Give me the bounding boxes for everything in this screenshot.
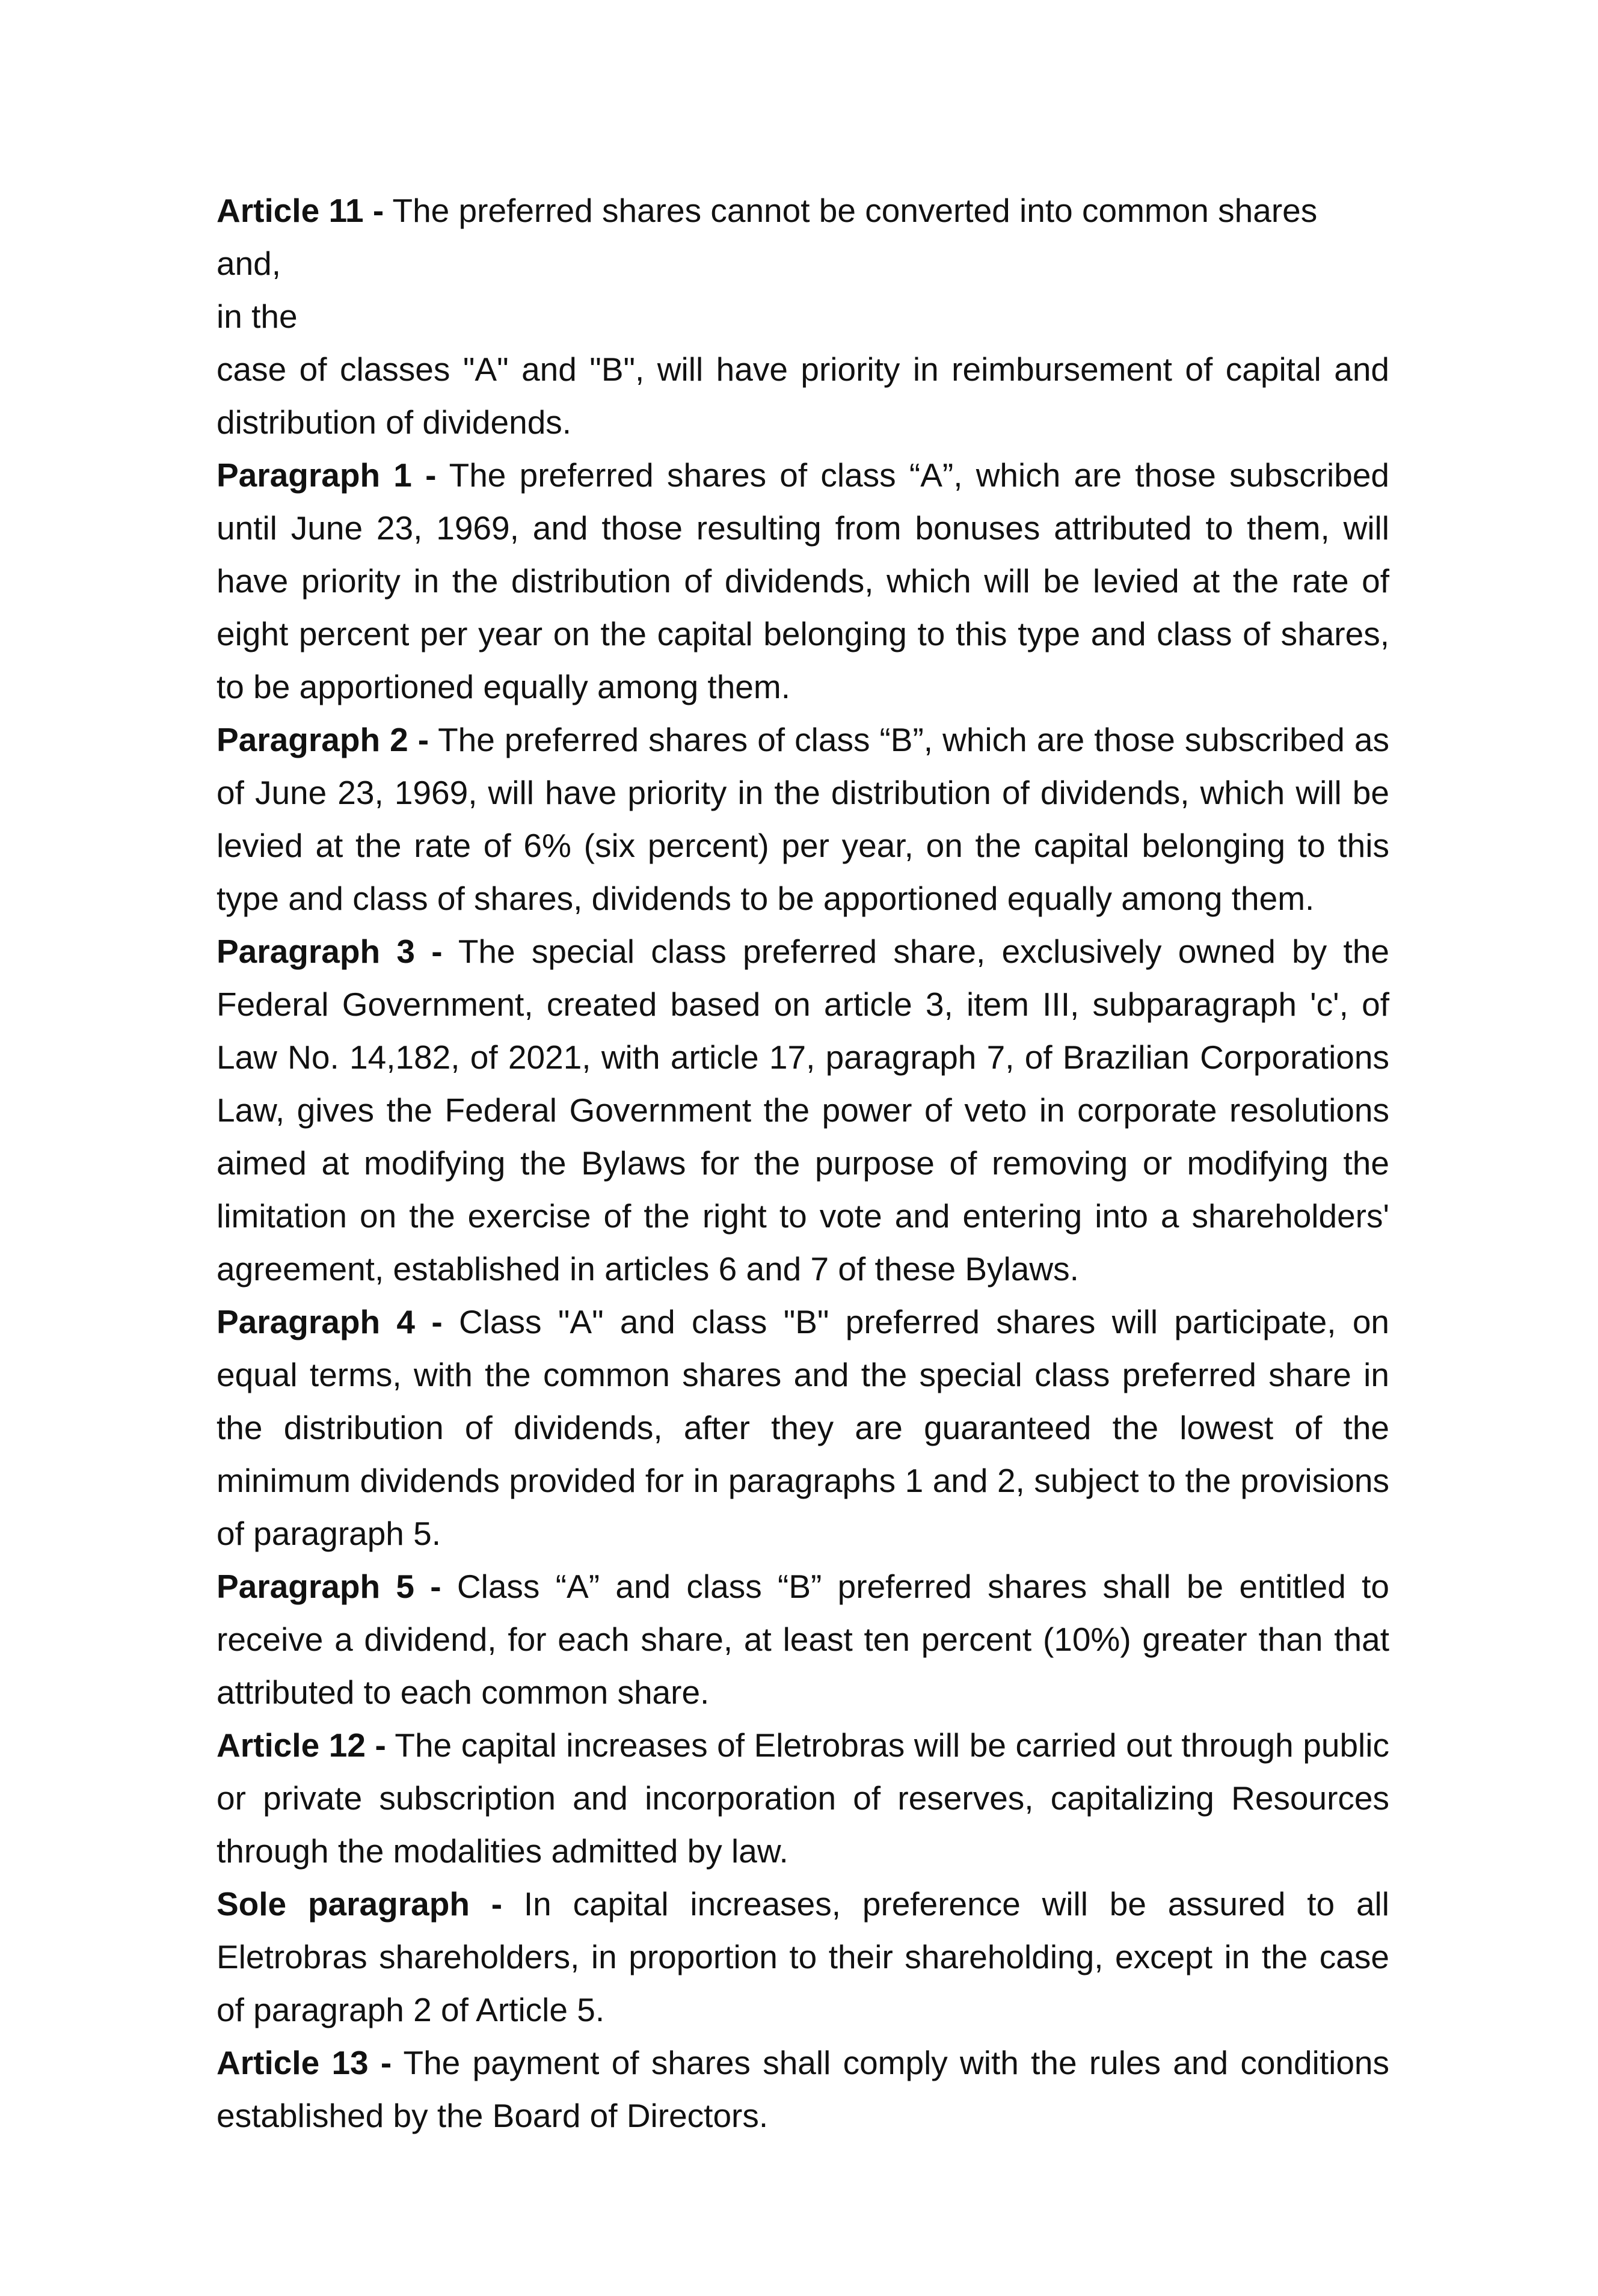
article-12-label: Article 12 - xyxy=(217,1727,386,1764)
paragraph-3-label: Paragraph 3 - xyxy=(217,933,443,970)
paragraph-2-text: The preferred shares of class “B”, which are those subscribed as of June 23, 1969, will have priority in the distribution of dividends, which will be levied at the rate of 6% (six percent) per year, on the capital belonging to this type and class of shares, dividends to be apportioned equally among them. xyxy=(217,721,1389,917)
paragraph-3 xyxy=(217,925,1389,1295)
paragraph-1 xyxy=(217,449,1389,713)
article-13-text: The payment of shares shall comply with the rules and conditions established by the Board of Directors. xyxy=(217,2044,1390,2134)
paragraph-4-label: Paragraph 4 - xyxy=(217,1303,443,1340)
sole-paragraph-text: In capital increases, preference will be assured to all Eletrobras shareholders, in proportion to their shareholding, except in the case of paragraph 2 of Article 5. xyxy=(217,1885,1389,2028)
article-13 xyxy=(217,2036,1389,2142)
paragraph-1-text: The preferred shares of class “A”, which are those subscribed until June 23, 1969, and those resulting from bonuses attributed to them, will have priority in the distribution of dividends, which will be levied at the rate of eight percent per year on the capital belonging to this type and class of shares, to be apportioned equally among them. xyxy=(217,456,1389,705)
article-13-label: Article 13 - xyxy=(217,2044,392,2081)
article-12-text: The capital increases of Eletrobras will be carried out through public or private subscription and incorporation of reserves, capitalizing Resources through the modalities admitted by law. xyxy=(217,1727,1389,1870)
article-11-line1: The preferred shares cannot be converted into common shares and, xyxy=(217,192,1318,282)
article-11-first-line xyxy=(217,184,1389,290)
document-page xyxy=(217,184,1389,2142)
paragraph-4-text: Class "A" and class "B" preferred shares will participate, on equal terms, with the common shares and the special class preferred share in the distribution of dividends, after they are guaranteed the lowest of the minimum dividends provided for in paragraphs 1 and 2, subject to the provisions of paragraph 5. xyxy=(217,1303,1389,1552)
article-11-text: case of classes "A" and "B", will have priority in reimbursement of capital and distribution of dividends. xyxy=(217,351,1389,441)
sole-paragraph-label: Sole paragraph - xyxy=(217,1885,503,1923)
article-11-line2: in the xyxy=(217,298,298,335)
paragraph-3-text: The special class preferred share, exclusively owned by the Federal Government, created based on article 3, item III, subparagraph 'c', of Law No. 14,182, of 2021, with article 17, paragraph 7, of Brazilian Corporations Law, gives the Federal Government the power of veto in corporate resolutions aimed at modifying the Bylaws for the purpose of removing or modifying the limitation on the exercise of the right to vote and entering into a shareholders' agreement, established in articles 6 and 7 of these Bylaws. xyxy=(217,933,1389,1288)
paragraph-2 xyxy=(217,713,1389,925)
paragraph-1-label: Paragraph 1 - xyxy=(217,456,437,494)
paragraph-2-label: Paragraph 2 - xyxy=(217,721,429,758)
article-12 xyxy=(217,1719,1389,1877)
article-11 xyxy=(217,184,1389,449)
sole-paragraph xyxy=(217,1877,1389,2036)
paragraph-5-text: Class “A” and class “B” preferred shares shall be entitled to receive a dividend, for each share, at least ten percent (10%) greater than that attributed to each common share. xyxy=(217,1568,1389,1711)
article-11-label: Article 11 - xyxy=(217,192,384,229)
paragraph-4 xyxy=(217,1295,1389,1560)
paragraph-5-label: Paragraph 5 - xyxy=(217,1568,441,1605)
paragraph-5 xyxy=(217,1560,1389,1719)
